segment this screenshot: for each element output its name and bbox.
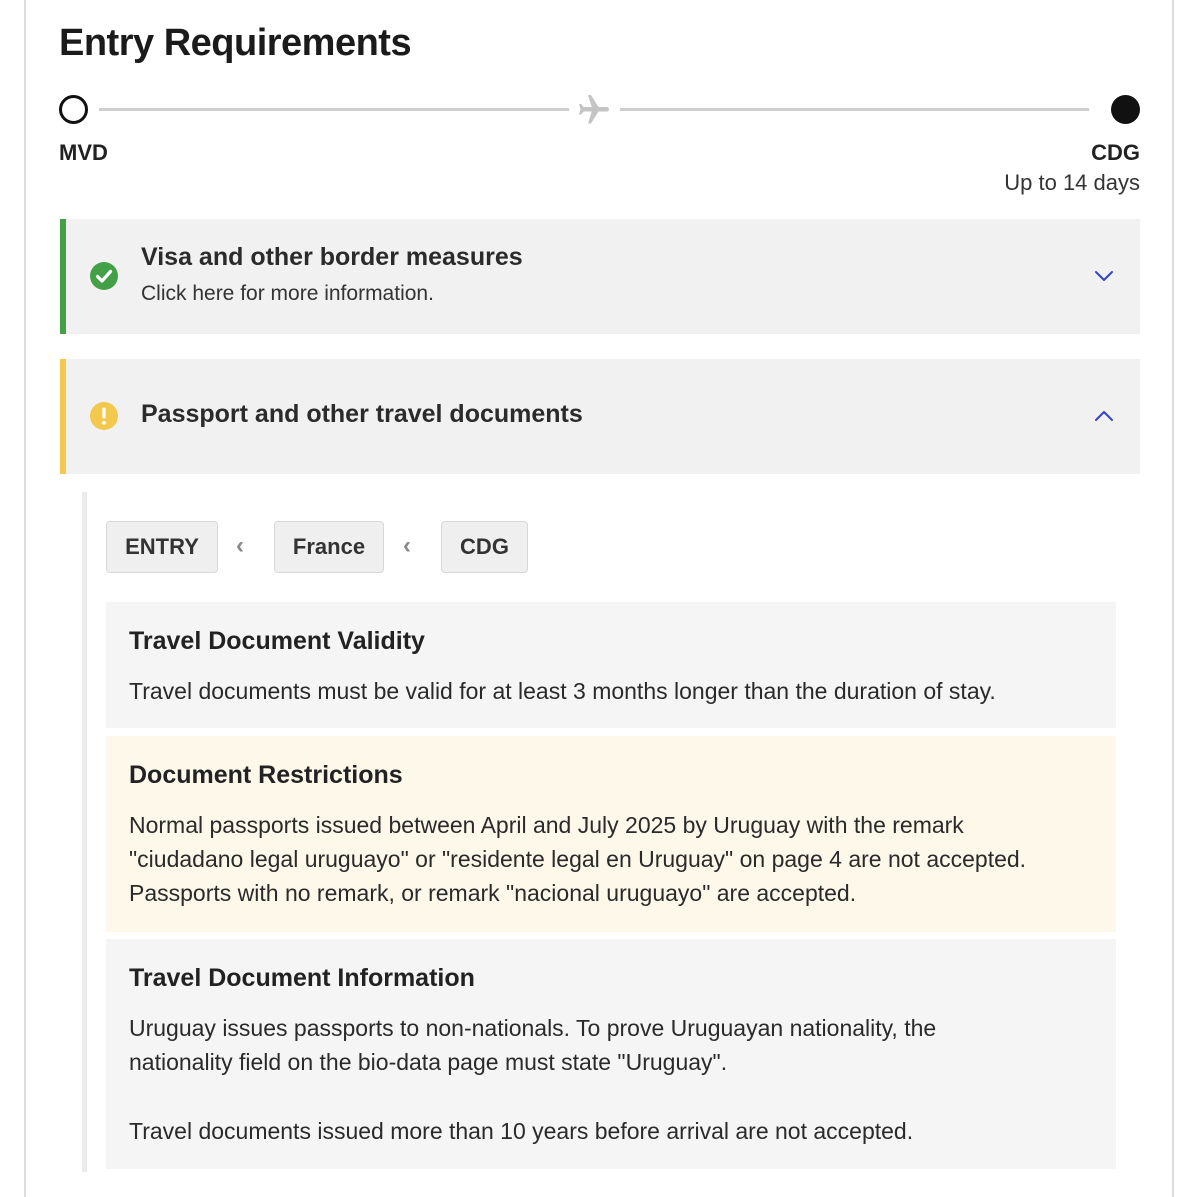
chevron-down-icon[interactable] bbox=[1092, 264, 1116, 288]
card-text: Uruguay issues passports to non-nationals. To prove Uruguayan nationality, the nationality field on the bio-data page must state "Uruguay". bbox=[129, 1015, 937, 1075]
check-circle-icon bbox=[89, 261, 119, 291]
accordion-passport[interactable] bbox=[60, 359, 1140, 474]
accordion-visa-subtitle: Click here for more information. bbox=[141, 282, 434, 305]
page-title: Entry Requirements bbox=[59, 22, 412, 64]
card-text-secondary: Travel documents issued more than 10 years before arrival are not accepted. bbox=[129, 1118, 914, 1144]
origin-dot bbox=[59, 95, 88, 124]
destination-code: CDG bbox=[1091, 140, 1140, 165]
card-title: Travel Document Information bbox=[129, 964, 475, 992]
breadcrumb-item-airport[interactable]: CDG bbox=[441, 521, 528, 573]
card-text: Normal passports issued between April and July 2025 by Uruguay with the remark "ciudadano legal uruguayo" or "residente legal en Uruguay" on page 4 are not accepted. Passports with no remark, or remark "nacional uruguayo" are accepted. bbox=[129, 812, 1027, 906]
breadcrumb-item-country[interactable]: France bbox=[274, 521, 384, 573]
card-title: Document Restrictions bbox=[129, 761, 403, 789]
destination-dot bbox=[1111, 95, 1140, 124]
card-title: Travel Document Validity bbox=[129, 627, 425, 655]
exclamation-circle-icon bbox=[89, 401, 119, 431]
accordion-visa-title: Visa and other border measures bbox=[141, 243, 523, 271]
card-document-validity bbox=[106, 602, 1116, 728]
card-text: Travel documents must be valid for at least 3 months longer than the duration of stay. bbox=[129, 678, 996, 704]
accordion-passport-title: Passport and other travel documents bbox=[141, 400, 583, 428]
card-document-restrictions bbox=[106, 736, 1116, 932]
content-rail bbox=[82, 492, 87, 1172]
frame-border-right bbox=[1172, 0, 1174, 1197]
card-document-information bbox=[106, 939, 1116, 1169]
breadcrumb-item-entry[interactable]: ENTRY bbox=[106, 521, 218, 573]
status-bar-warning bbox=[60, 359, 66, 474]
status-bar-ok bbox=[60, 219, 66, 334]
airplane-icon bbox=[576, 92, 612, 128]
stay-duration: Up to 14 days bbox=[1004, 170, 1140, 195]
breadcrumb-separator: ‹ bbox=[236, 532, 244, 559]
accordion-visa[interactable] bbox=[60, 219, 1140, 334]
route-line-right bbox=[620, 108, 1089, 111]
frame-border-left bbox=[24, 0, 26, 1197]
breadcrumb-separator: ‹ bbox=[403, 532, 411, 559]
route-line-left bbox=[99, 108, 569, 111]
chevron-up-icon[interactable] bbox=[1092, 404, 1116, 428]
origin-code: MVD bbox=[59, 140, 108, 165]
